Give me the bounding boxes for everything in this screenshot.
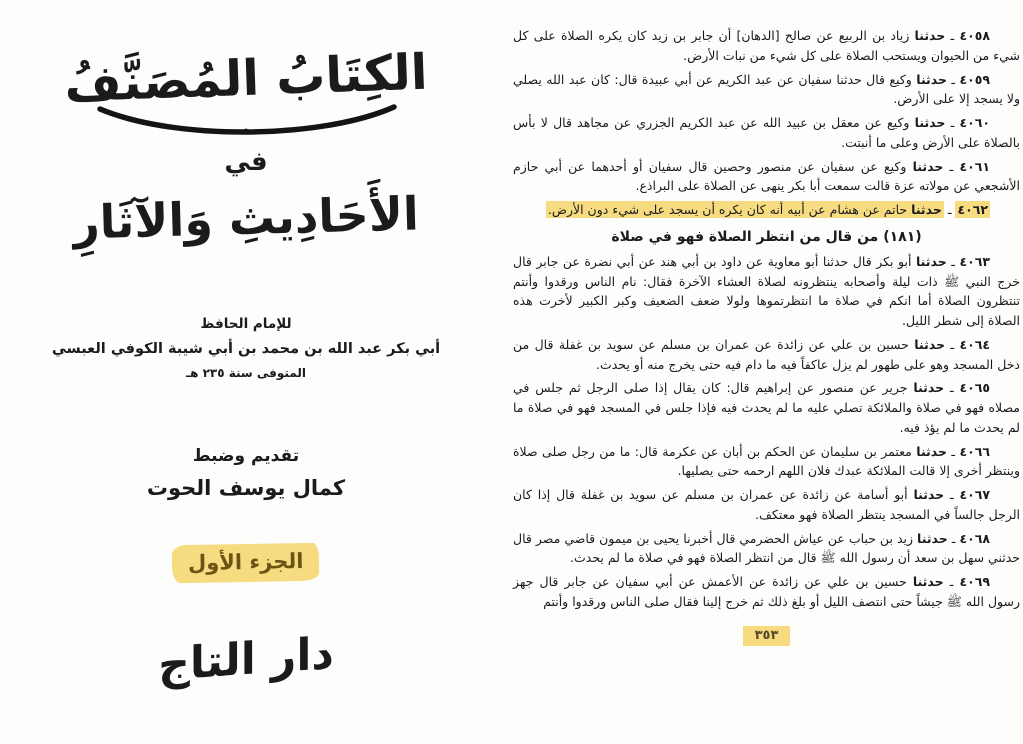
entry-text: زيد بن حباب عن عياش الحضرمي قال أخبرنا يحيى بن ميمون قاضي مصر قال حدثني سهل بن سعد أن رسول الله ﷺ قال من انتظر الصلاة فهو في صلاة ما لم يحدث.: [513, 530, 1020, 566]
entry-dash: ـ: [943, 202, 956, 217]
hadith-entry: [513, 485, 1020, 525]
entry-lead: حدثنا: [914, 28, 946, 43]
entry-lead: حدثنا: [913, 487, 945, 502]
book-title-main: الكِتَابُ المُصَنَّفُ: [63, 43, 429, 114]
entry-dash: ـ: [946, 443, 960, 459]
entry-text: حسين بن علي عن زائدة عن عمران بن مسلم عن سويد بن غفلة قال من دخل المسجد وهو على طهور لم يزل عاكفاً فيه ما دام فيه حتى يخرج منه أو يحدث.: [513, 336, 1020, 372]
hadith-entry: [513, 113, 1020, 153]
editor-name: كمال يوسف الحوت: [146, 476, 346, 500]
entry-dash: ـ: [943, 574, 960, 589]
entry-lead: حدثنا: [915, 253, 947, 269]
entry-number: ٤٠٦١: [959, 158, 991, 174]
hadith-entry: [513, 335, 1020, 375]
entry-number: ٤٠٥٨: [959, 28, 991, 43]
page-number-wrap: [513, 624, 1020, 646]
section-heading: (١٨١) من قال من انتظر الصلاة فهو في صلاة: [611, 228, 922, 245]
hadith-column: [513, 26, 1020, 612]
entry-text: حاتم عن هشام عن أبيه أنه كان يكره أن يسجد على شيء دون الأرض.: [547, 202, 912, 217]
entry-number: ٤٠٦٦: [959, 443, 990, 459]
entry-number: ٤٠٦٢: [957, 202, 988, 217]
book-title-sub: الأَحَادِيثِ وَالآثَارِ: [72, 186, 420, 250]
entry-text: جرير عن منصور عن إبراهيم قال: كان يقال إذا صلى الرجل ثم جلس في مصلاه فهو في صلاة والملائكة تصلي عليه ما لم يحدث فيه فإذا جلس في المسجد فهو في صلاة ما لم يحدث ما لم يؤذ فيه.: [513, 380, 1020, 435]
entry-dash: ـ: [944, 380, 960, 396]
entry-text: معتمر بن سليمان عن الحكم بن أبان عن عكرمة قال: ما من رجل صلى صلاة وينتظر أخرى إلا قالت الملائكة عبدك فلان اللهم ارحمه حتى يصليها.: [513, 443, 1020, 479]
entry-dash: ـ: [943, 158, 960, 174]
entry-dash: ـ: [946, 71, 960, 87]
entry-dash: ـ: [945, 115, 960, 130]
entry-text: أبو بكر قال حدثنا أبو معاوية عن داود بن أبي هند عن أبي نضرة عن جابر قال خرج النبي ﷺ ذات ليلة وأصحابه ينتظرونه لصلاة العشاء الآخرة فقال: نام الناس ورقدوا وأنتم تنتظرون الصلاة أما انكم في صلاة ما انتظرتموها ولولا ضعف الضعيف وكبر الكبير لأخرت هذه الصلاة إلى شطر الليل.: [513, 253, 1020, 328]
hadith-entry: [513, 70, 1020, 110]
text-page: [513, 26, 1020, 646]
entry-lead: حدثنا: [913, 380, 945, 396]
publisher-logo: دار التاج: [158, 627, 334, 692]
entry-dash: ـ: [947, 530, 960, 546]
hadith-entry: [513, 157, 1020, 197]
entry-dash: ـ: [945, 336, 960, 352]
entry-text: وكيع عن سفيان عن منصور وحصين قال سفيان أو أحدهما عن أبي حازم الأشجعي عن مولاته عزة قالت سمعت أبا بكر ينهى عن الصلاة على البراذع.: [513, 158, 1020, 194]
entry-number: ٤٠٦٩: [959, 574, 990, 589]
entry-number: ٤٠٦٨: [959, 530, 991, 546]
title-page: [0, 0, 492, 744]
entry-lead: حدثنا: [914, 115, 946, 130]
hadith-entry: [513, 572, 1020, 612]
editor-intro: تقديم وضبط: [192, 446, 300, 466]
entry-number: ٤٠٦٤: [959, 336, 991, 352]
hadith-entry: [513, 252, 1020, 331]
publisher-wrap: [0, 627, 492, 692]
author-death-date: المتوفى سنة ٢٣٥ هـ: [185, 366, 306, 380]
entry-lead: حدثنا: [917, 530, 948, 546]
author-block: [0, 316, 492, 380]
highlighted-text: [546, 201, 944, 218]
entry-lead: حدثنا: [911, 202, 942, 217]
author-name: أبي بكر عبد الله بن محمد بن أبي شيبة الكوفي العبسي: [51, 341, 441, 357]
entry-text: زياد بن الربيع عن صالح [الدهان] أن جابر بن زيد كان يكره الصلاة على كل شيء من الحيوان ويستحب الصلاة على كل شيء من نبات الأرض.: [513, 28, 1020, 63]
book-title-calligraphy: [0, 43, 492, 250]
entry-number: ٤٠٦٧: [959, 487, 991, 502]
entry-text: أبو أسامة عن زائدة عن عمران بن مسلم عن سويد بن غفلة قال إذا كان الرجل جالساً في المسجد ينتظر الصلاة فهو معتكف.: [513, 487, 1020, 522]
hadith-entry: [513, 26, 1020, 66]
book-title-fi: في: [224, 147, 268, 178]
entry-lead: حدثنا: [914, 336, 946, 352]
entry-dash: ـ: [945, 28, 960, 43]
editor-block: [0, 446, 492, 500]
volume-badge: الجزء الأول: [172, 543, 320, 584]
page-number: ٣٥٣: [743, 626, 791, 646]
entry-lead: حدثنا: [916, 443, 947, 459]
hadith-entry: [513, 200, 1020, 220]
entry-number: ٤٠٦٣: [959, 253, 990, 269]
hadith-entry: [513, 529, 1020, 569]
hadith-entry: [513, 378, 1020, 437]
entry-lead: حدثنا: [912, 574, 944, 589]
hadith-entry: [513, 442, 1020, 482]
entry-dash: ـ: [944, 487, 960, 502]
entry-number: ٤٠٦٥: [959, 380, 991, 396]
entry-number: ٤٠٥٩: [959, 71, 990, 87]
entry-text: وكيع عن معقل بن عبيد الله عن عبد الكريم الجزري عن مجاهد قال لا بأس بالصلاة على الأرض وعلى ما أنبتت.: [513, 115, 1020, 150]
volume-wrap: [0, 544, 492, 582]
entry-dash: ـ: [946, 253, 960, 269]
entry-text: وكيع قال حدثنا سفيان عن عبد الكريم عن أبي عبيدة قال: كان عبد الله يصلي ولا يسجد إلا على الأرض.: [513, 71, 1020, 107]
entry-number: ٤٠٦٠: [959, 115, 990, 130]
entry-text: حسين بن علي عن زائدة عن الأعمش عن أبي سفيان عن جابر قال جهز رسول الله ﷺ جيشاً حتى انتصف الليل أو بلغ ذلك ثم خرج إلينا فقال صلى الناس ورقدوا وأنتم: [513, 574, 1020, 609]
entry-lead: حدثنا: [916, 71, 947, 87]
author-intro: للإمام الحافظ: [200, 316, 292, 332]
entry-lead: حدثنا: [912, 158, 944, 174]
